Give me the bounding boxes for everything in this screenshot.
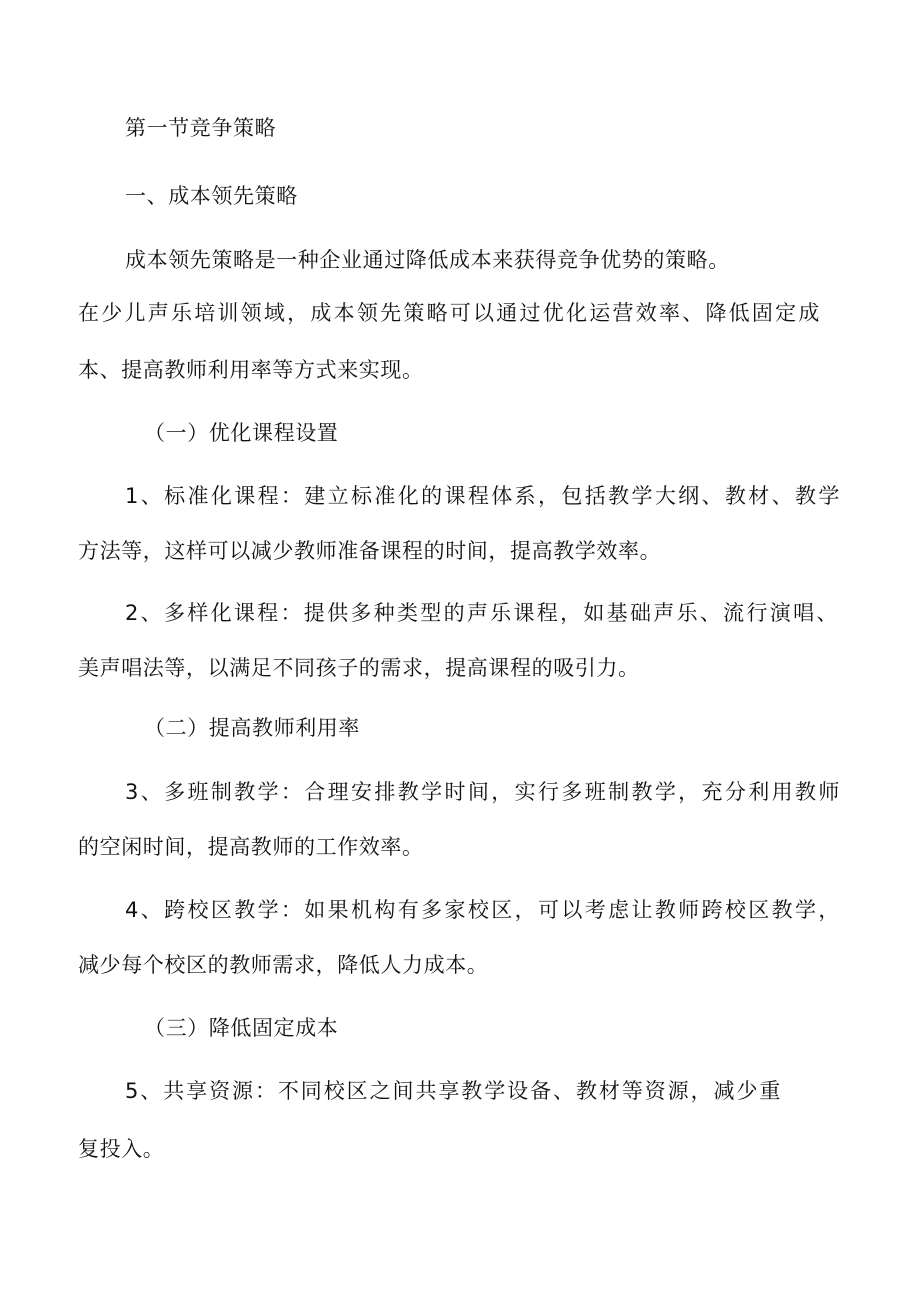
item-3-line-1: 3、多班制教学：合理安排教学时间，实行多班制教学，充分利用教师 — [125, 780, 840, 804]
intro-line-3: 本、提高教师利用率等方式来实现。 — [78, 358, 424, 382]
item-3-line-2: 的空闲时间，提高教师的工作效率。 — [78, 835, 424, 859]
intro-line-1: 成本领先策略是一种企业通过降低成本来获得竞争优势的策略。 — [125, 248, 730, 272]
intro-line-2: 在少儿声乐培训领域，成本领先策略可以通过优化运营效率、降低固定成 — [78, 301, 820, 325]
item-1-line-1: 1、标准化课程：建立标准化的课程体系，包括教学大纲、教材、教学 — [125, 484, 840, 508]
item-4-line-2: 减少每个校区的教师需求，降低人力成本。 — [78, 953, 489, 977]
heading-cost-leadership: 一、成本领先策略 — [125, 184, 298, 208]
item-1-line-2: 方法等，这样可以减少教师准备课程的时间，提高教学效率。 — [78, 539, 662, 563]
item-5-line-2: 复投入。 — [78, 1137, 165, 1161]
item-2-line-2: 美声唱法等，以满足不同孩子的需求，提高课程的吸引力。 — [78, 656, 640, 680]
section-title: 第一节竞争策略 — [125, 116, 277, 140]
item-5-line-1: 5、共享资源：不同校区之间共享教学设备、教材等资源，减少重 — [125, 1079, 781, 1103]
item-2-line-1: 2、多样化课程：提供多种类型的声乐课程，如基础声乐、流行演唱、 — [125, 601, 838, 625]
item-4-line-1: 4、跨校区教学：如果机构有多家校区，可以考虑让教师跨校区教学， — [125, 898, 840, 922]
subheading-fixed-costs: （三）降低固定成本 — [144, 1016, 339, 1040]
subheading-optimize-courses: （一）优化课程设置 — [144, 421, 339, 445]
subheading-teacher-utilization: （二）提高教师利用率 — [144, 716, 360, 740]
